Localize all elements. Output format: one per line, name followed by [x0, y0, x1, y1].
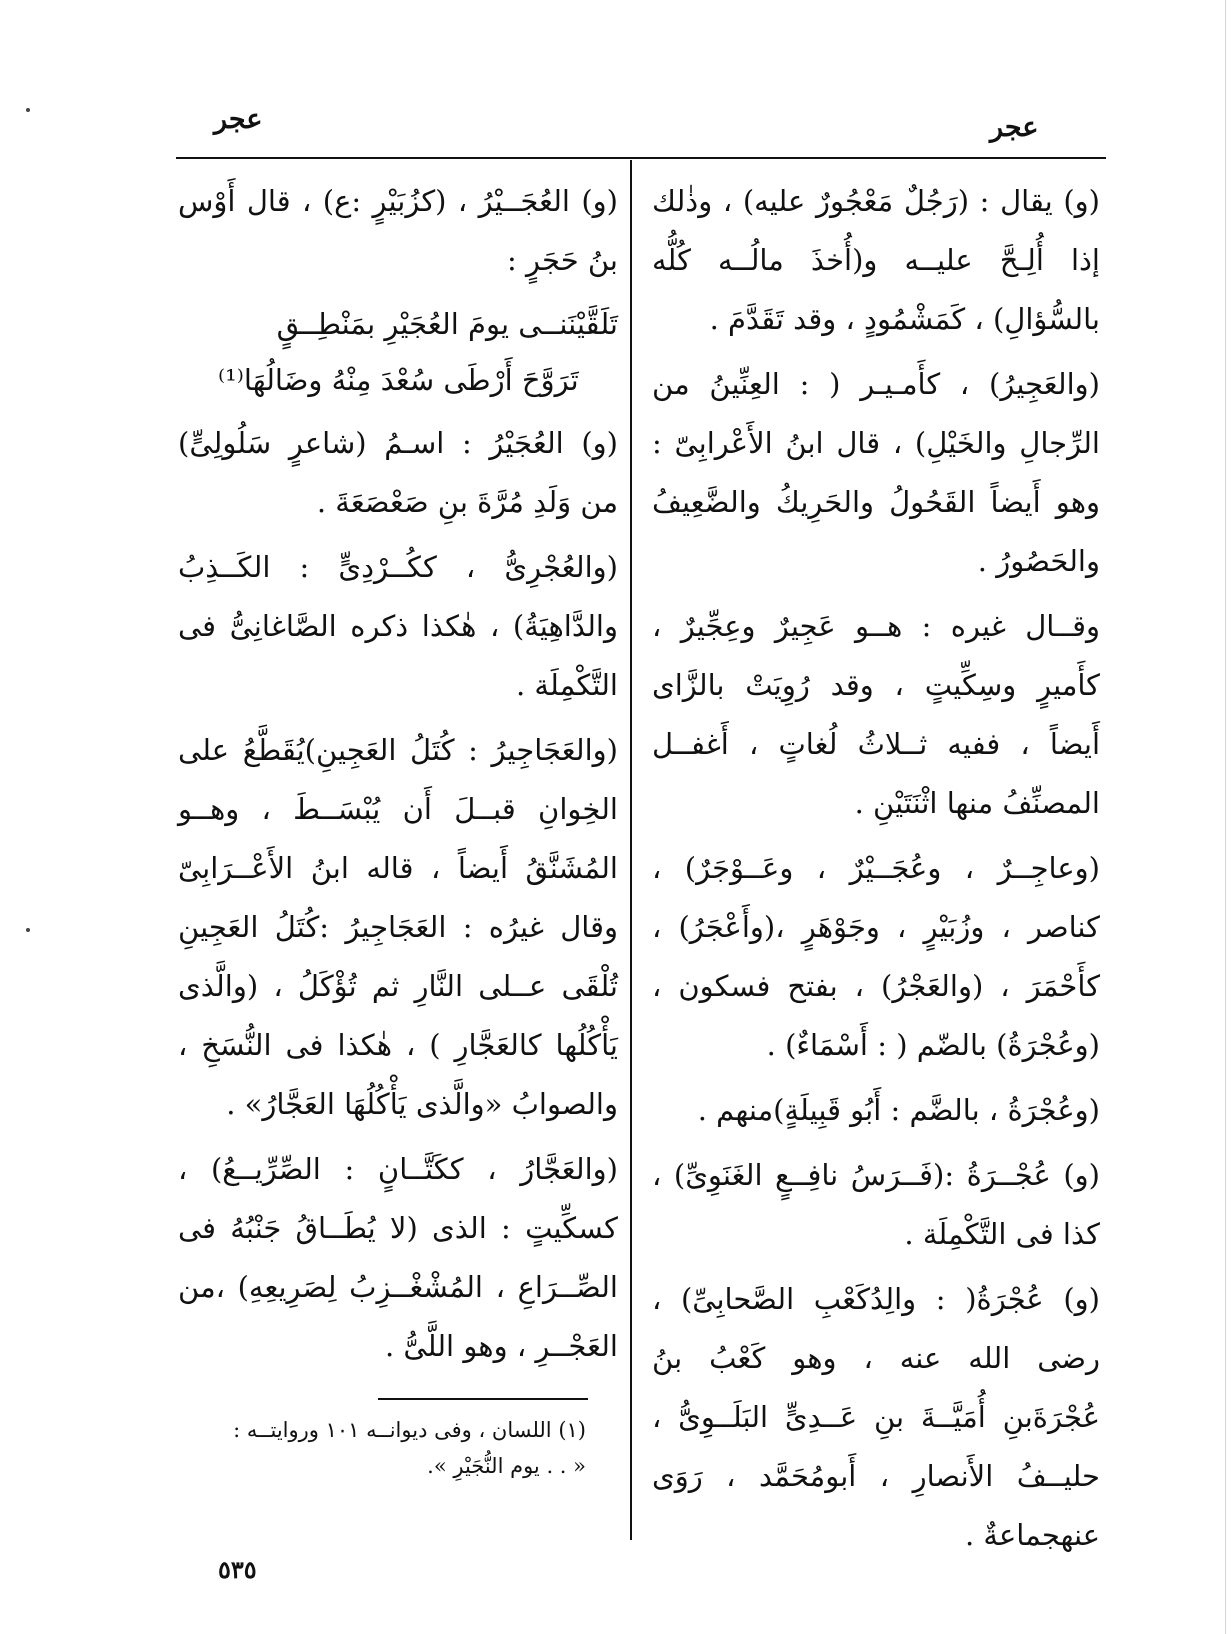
left-column: [178, 172, 618, 1382]
paragraph: (و) عُجْرَةُ( : والِدُكَعْبِ الصَّحابِىِّ) ، رضى الله عنه ، وهو كَعْبُ بنُ عُجْرَةَبنِ أُمَيَّــةَ بنِ عَــدِىٍّ البَلَــوِىُّ ، حليــفُ الأَنصارِ ، أَبومُحَمَّد ، رَوَى عنهجماعةٌ .: [652, 1282, 1100, 1552]
paragraph: (و) العُجَــيْرُ ، (كزُبَيْرٍ :ع) ، قال أَوْس بنُ حَجَرٍ :: [178, 184, 618, 277]
footnote-line-1: (١) اللسان ، وفى ديوانــه ١٠١ وروايتــه :: [233, 1418, 586, 1442]
verse-line-1: تَلَقَّيْنَنــى يومَ العُجَيْرِ بمَنْطِــقٍ: [276, 307, 618, 341]
paragraph: (وعُجْرَةُ ، بالضَّم : أَبُو قَبِيلَةٍ)منهم .: [697, 1093, 1100, 1127]
header-word-left: عجر: [214, 104, 263, 135]
scan-speck: [26, 108, 30, 112]
page-number: ٥٣٥: [218, 1555, 257, 1584]
right-column: [652, 172, 1100, 1571]
header-rule: [176, 157, 1106, 159]
footnote-line-2: « . . يوم النُّجَيْرِ ».: [427, 1454, 586, 1478]
paragraph: (والعُجْرِىُّ ، ككُــرْدِىٍّ : الكَــذِبُ والدَّاهِيَةُ) ، هٰكذا ذكره الصَّاغانِىُّ فى التَّكْمِلَة .: [178, 550, 618, 702]
column-divider: [630, 160, 632, 1540]
paragraph: وقــال غيره : هــو عَجِيرٌ وعِجِّيرٌ ، كأَميرٍ وسِكِّيتٍ ، وقد رُوِيَتْ بالزَّاى أَيضاً ، ففيه ثــلاثُ لُغاتٍ ، أَغفــل المصنِّفُ منها اثْنَتَيْنِ .: [652, 609, 1100, 820]
paragraph: (و) يقال : (رَجُلٌ مَعْجُورٌ عليه) ، وذٰلك إذا أُلِـحَّ عليــه و(أُخذَ مالُــه كُلُّه بالسُّؤالِ) ، كَمَشْمُودٍ ، وقد تَقَدَّمَ .: [652, 184, 1100, 336]
paragraph: (و) عُجْــرَةُ :(فَــرَسُ نافِــعٍ الغَنَوِىِّ) ، كذا فى التَّكْمِلَة .: [652, 1158, 1100, 1251]
poetry-verse: [178, 296, 618, 408]
paragraph: (والعَجَاجِيرُ : كُتَلُ العَجِينِ)يُقَطَّعُ على الخِوانِ قبــلَ أَن يُبْسَــطَ ، وهــو المُشَنَّقُ أَيضاً ، قاله ابنُ الأَعْــرَابِىّ وقال غيرُه : العَجَاجِيرُ :كُتَلُ العَجِينِ تُلْقَى عــلى النَّارِ ثم تُؤْكَلُ ، (والَّذى يَأْكُلُها كالعَجَّارِ ) ، هٰكذا فى النُّسَخِ ، والصوابُ «والَّذى يَأْكُلُهَا العَجَّارُ» .: [178, 733, 618, 1121]
scan-speck: [26, 928, 30, 932]
header-word-right: عجر: [990, 112, 1039, 143]
footnote-rule: [378, 1398, 588, 1400]
paragraph: (والعَجِيرُ) ، كأَمـيـر ( : العِنِّينُ من الرِّجالِ والخَيْلِ) ، قال ابنُ الأَعْرابِىّ : وهو أَيضاً القَحُولُ والحَرِيكُ والضَّعِيفُ والحَصُورُ .: [652, 367, 1100, 578]
footnote: [182, 1412, 586, 1484]
paragraph: (و) العُجَيْرُ : اسـمُ (شاعرٍ سَلُولِىٍّ) من وَلَدِ مُرَّةَ بنِ صَعْصَعَةَ .: [178, 426, 618, 519]
paragraph: (والعَجَّارُ ، ككَتَّــانٍ : الصِّرِّيــعُ) ، كسكِّيتٍ : الذى (لا يُطَــاقُ جَنْبُهُ فى الصِّــرَاعِ ، المُشْغْــزِبُ لِصَرِيعِهِ) ،من العَجْــرِ ، وهو اللَّىُّ .: [178, 1152, 618, 1363]
verse-line-2: تَرَوَّحَ أَرْطَى سُعْدَ مِنْهُ وضَالُهَا⁽¹⁾: [218, 363, 579, 397]
paragraph: (وعاجِــرٌ ، وعُجَــيْرٌ ، وعَــوْجَرٌ) ، كناصر ، وزُبَيْرٍ ، وجَوْهَرٍ ،(وأَعْجَرُ) ، كأَحْمَرَ ، (والعَجْرُ) ، بفتح فسكون ، (وعُجْرَةُ) بالضّم ( : أَسْمَاءٌ) .: [652, 851, 1100, 1062]
scan-edge-line: [1225, 0, 1226, 1634]
